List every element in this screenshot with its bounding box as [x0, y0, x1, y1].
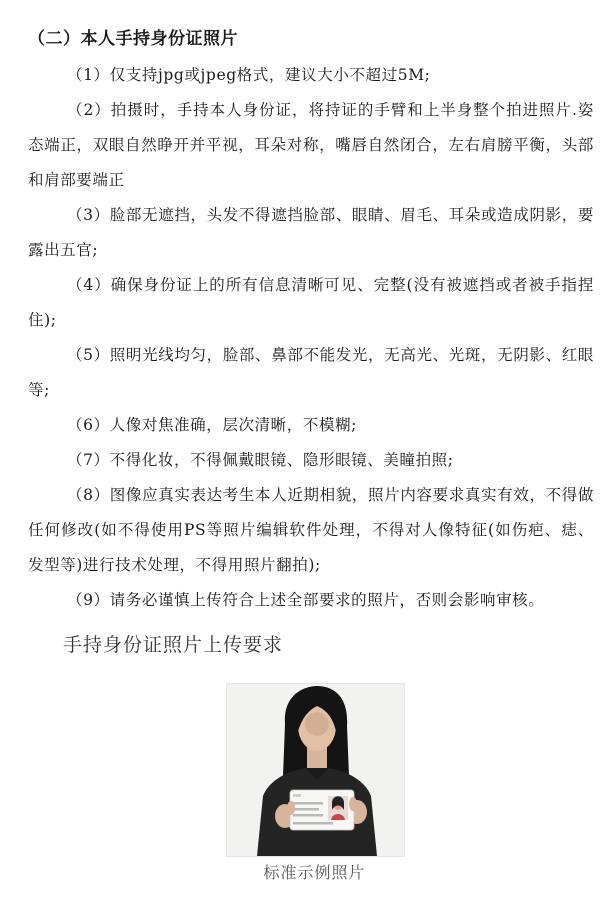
example-title: 手持身份证照片上传要求	[63, 634, 284, 656]
requirement-1: （1）仅支持jpg或jpeg格式，建议大小不超过5M;	[67, 66, 431, 84]
example-photo	[226, 683, 405, 857]
requirement-2: （2）拍摄时，手持本人身份证，将持证的手臂和上半身整个拍进照片.姿态端正，双眼自然睁开并平视，耳朵对称，嘴唇自然闭合，左右肩膀平衡，头部和肩部要端正	[28, 101, 594, 189]
requirement-8: （8）图像应真实表达考生本人近期相貌，照片内容要求真实有效，不得做任何修改(如不得使用PS等照片编辑软件处理，不得对人像特征(如伤疤、痣、发型等)进行技术处理，不得用照片翻拍);	[28, 486, 594, 574]
requirement-5: （5）照明光线均匀，脸部、鼻部不能发光，无高光、光斑，无阴影、红眼等;	[28, 346, 594, 399]
example-caption: 标准示例照片	[263, 863, 366, 882]
requirement-7: （7）不得化妆，不得佩戴眼镜、隐形眼镜、美瞳拍照;	[67, 451, 454, 469]
requirement-4: （4）确保身份证上的所有信息清晰可见、完整(没有被遮挡或者被手指捏住);	[28, 276, 594, 329]
requirement-3: （3）脸部无遮挡，头发不得遮挡脸部、眼睛、眉毛、耳朵或造成阴影，要露出五官;	[28, 206, 594, 259]
requirement-6: （6）人像对焦准确，层次清晰，不模糊;	[67, 416, 357, 434]
section-heading: （二）本人手持身份证照片	[28, 29, 238, 49]
requirement-9: （9）请务必谨慎上传符合上述全部要求的照片，否则会影响审核。	[67, 591, 545, 609]
